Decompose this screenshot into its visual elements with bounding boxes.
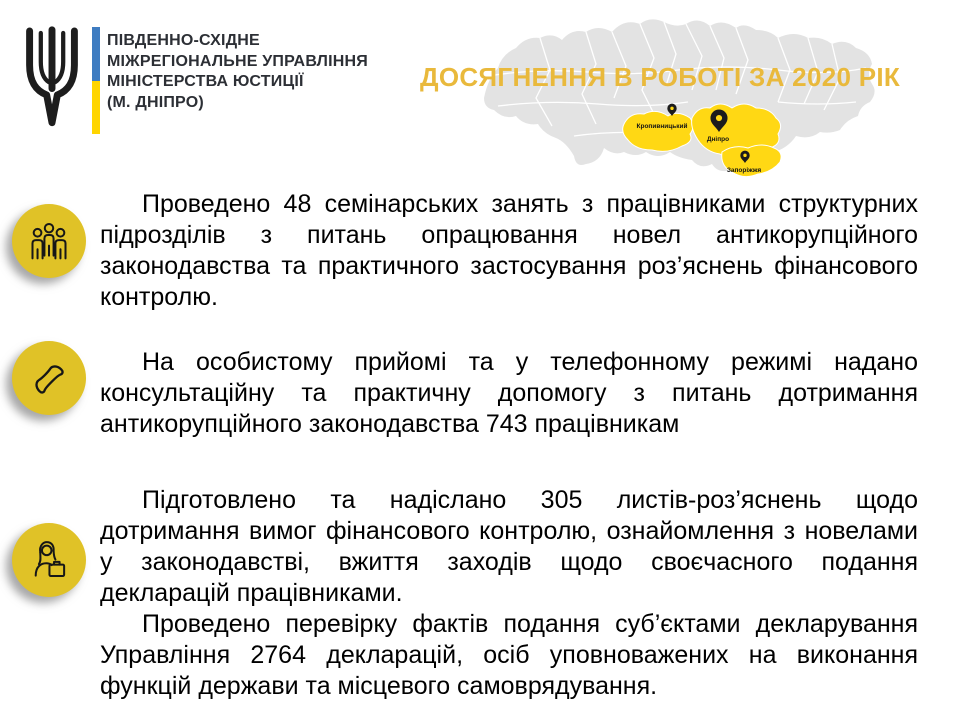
achievement-item-declarations — [100, 485, 918, 702]
achievement-item-consultations — [100, 347, 918, 440]
org-name-line: МІЖРЕГІОНАЛЬНЕ УПРАВЛІННЯ — [107, 52, 368, 70]
phone-icon — [12, 341, 86, 415]
region-kropyvnytskyi — [623, 111, 693, 151]
woman-briefcase-icon — [12, 523, 86, 597]
ukraine-flag-bar — [92, 27, 100, 134]
slide-title: ДОСЯГНЕННЯ В РОБОТІ ЗА 2020 РІК — [420, 62, 901, 92]
tryzub-coat-of-arms-icon — [20, 26, 84, 134]
map-label-kropyvnytskyi: Кропивницький — [636, 123, 688, 130]
achievement-text: На особистому прийомі та у телефонному режимі надано консультаційну та практичну допомогу з питань дотримання антикорупційного законодавства 743 працівникам — [100, 348, 918, 438]
flag-blue-segment — [92, 27, 100, 81]
map-label-zaporizhzhia: Запоріжжя — [726, 167, 762, 174]
achievement-item-seminars — [100, 189, 918, 313]
org-name-line: ПІВДЕННО-СХІДНЕ — [107, 32, 260, 49]
map-label-dnipro: Дніпро — [706, 136, 730, 143]
org-name-line: МІНІСТЕРСТВА ЮСТИЦІЇ — [107, 73, 304, 90]
flag-yellow-segment — [92, 81, 100, 135]
achievement-text: Проведено перевірку фактів подання суб’єктами декларування Управління 2764 декларацій, осіб уповноважених на виконання функцій держави та місцевого самоврядування. — [100, 610, 918, 700]
achievement-text: Проведено 48 семінарських занять з працівниками структурних підрозділів з питань опрацювання новел антикорупційного законодавства та практичного застосування роз’яснень фінансового контролю. — [100, 190, 918, 311]
people-group-icon — [12, 204, 86, 278]
org-name-line: (М. ДНІПРО) — [107, 93, 204, 111]
achievement-text: Підготовлено та надіслано 305 листів-роз’яснень щодо дотримання вимог фінансового контролю, ознайомлення з новелами у законодавстві, вжиття заходів щодо своєчасного подання декларацій працівниками. — [100, 486, 918, 607]
organization-name — [107, 31, 437, 113]
ukraine-silhouette — [484, 19, 875, 173]
